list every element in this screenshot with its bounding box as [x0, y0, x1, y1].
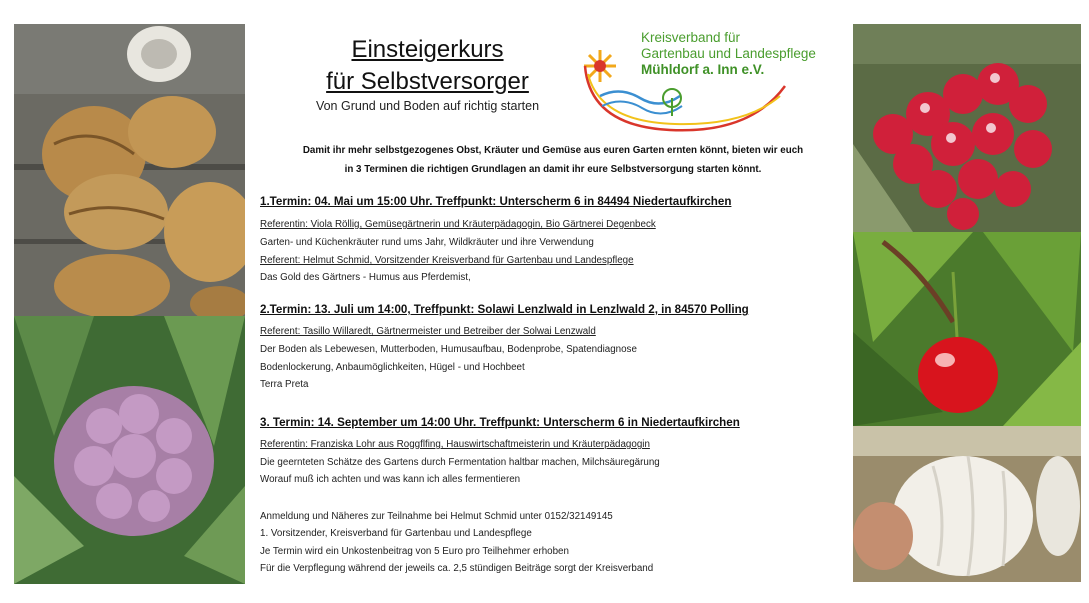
termin-3-heading: 3. Termin: 14. September um 14:00 Uhr. Treffpunkt: Unterscherm 6 in Niedertaufkirchen — [260, 416, 740, 429]
purple-cauliflower-photo — [14, 316, 245, 584]
cherry-photo — [853, 232, 1081, 426]
termin-1-referent-1: Referentin: Viola Röllig, Gemüsegärtnerin und Kräuterpädagogin, Bio Gärtnerei Degenbeck — [260, 219, 656, 230]
logo-text-line-1: Kreisverband für — [641, 30, 741, 45]
termin-2-heading: 2.Termin: 13. Juli um 14:00, Treffpunkt: Solawi Lenzlwald in Lenzlwald 2, in 84570 Polling — [260, 303, 749, 316]
logo-text-line-2: Gartenbau und Landespflege — [641, 46, 816, 61]
footer-fee: Je Termin wird ein Unkostenbeitrag von 5 Euro pro Teilhehmer erhoben — [260, 546, 569, 557]
termin-1-heading: 1.Termin: 04. Mai um 15:00 Uhr. Treffpunkt: Unterscherm 6 in 84494 Niedertaufkirchen — [260, 195, 732, 208]
termin-3-referent: Referentin: Franziska Lohr aus Roggflfing, Hauswirtschaftmeisterin und Kräuterpädagogin — [260, 439, 650, 450]
intro-line-2: in 3 Terminen die richtigen Grundlagen an damit ihr eure Selbstversorgung starten könnt. — [344, 164, 762, 175]
intro-line-1: Damit ihr mehr selbstgezogenes Obst, Kräuter und Gemüse aus euren Garten ernten könnt, bieten wir euch — [302, 145, 804, 156]
subtitle: Von Grund und Boden auf richtig starten — [315, 99, 540, 113]
termin-1-topic-1: Garten- und Küchenkräuter rund ums Jahr, Wildkräuter und ihre Verwendung — [260, 237, 594, 248]
termin-1-topic-2: Das Gold des Gärtners - Humus aus Pferdemist, — [260, 272, 471, 283]
footer-chairman: 1. Vorsitzender, Kreisverband für Gartenbau und Landespflege — [260, 528, 532, 539]
termin-2-topic-1: Der Boden als Lebewesen, Mutterboden, Humusaufbau, Bodenprobe, Spatendiagnose — [260, 344, 637, 355]
title-line-1: Einsteigerkurs — [351, 36, 504, 63]
radishes-photo — [853, 24, 1081, 232]
walnuts-photo — [14, 24, 245, 316]
termin-2-topic-3: Terra Preta — [260, 379, 309, 390]
logo-text-line-3: Mühldorf a. Inn e.V. — [641, 62, 765, 77]
title-line-2: für Selbstversorger — [326, 68, 529, 95]
termin-3-topic-1: Die geernteten Schätze des Gartens durch Fermentation haltbar machen, Milchsäuregärung — [260, 457, 660, 468]
footer-catering: Für die Verpflegung während der jeweils ca. 2,5 stündigen Beiträge sorgt der Kreisverband — [260, 563, 654, 574]
garlic-photo — [853, 426, 1081, 582]
footer-registration: Anmeldung und Näheres zur Teilnahme bei Helmut Schmid unter 0152/32149145 — [260, 511, 613, 522]
termin-2-referent: Referent: Tasillo Willaredt, Gärtnermeister und Betreiber der Solwai Lenzwald — [260, 326, 596, 337]
termin-1-referent-2: Referent: Helmut Schmid, Vorsitzender Kreisverband für Gartenbau und Landespflege — [260, 255, 634, 266]
termin-3-topic-2: Worauf muß ich achten und was kann ich alles fermentieren — [260, 474, 521, 485]
termin-2-topic-2: Bodenlockerung, Anbaumöglichkeiten, Hügel - und Hochbeet — [260, 362, 525, 373]
